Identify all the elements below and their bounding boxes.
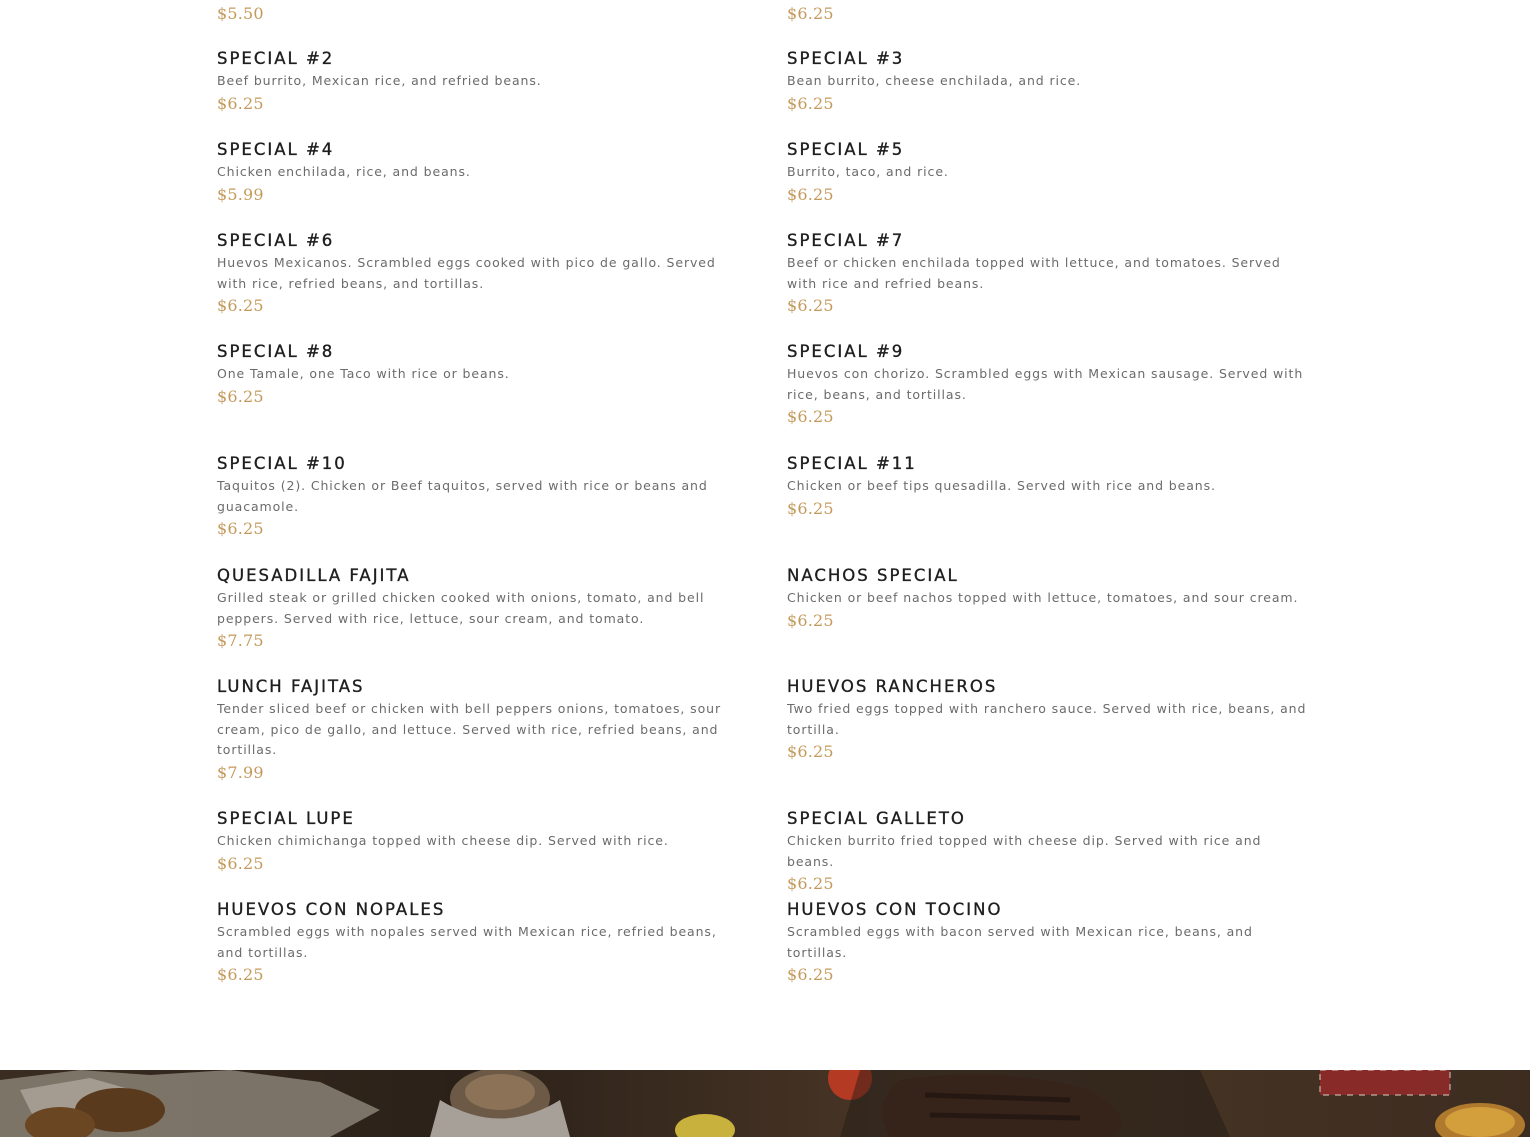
menu-item-name: SPECIAL #8 <box>217 342 335 361</box>
menu-item-description: Chicken or beef nachos topped with lettuce, tomatoes, and sour cream. <box>787 590 1299 605</box>
menu-item-price: $7.75 <box>217 631 264 650</box>
menu-item-name: SPECIAL #10 <box>217 454 347 473</box>
menu-item-price: $7.99 <box>217 762 264 782</box>
menu-item-name: SPECIAL #11 <box>787 454 917 473</box>
menu-item <box>787 139 1327 206</box>
menu-item-description: Chicken burrito fried topped with cheese dip. Served with rice and beans. <box>787 833 1262 869</box>
menu-item-description: Grilled steak or grilled chicken cooked with onions, tomato, and bell peppers. Served with rice, lettuce, sour cream, and tomato. <box>217 590 705 626</box>
menu-item-description: Tender sliced beef or chicken with bell peppers onions, tomatoes, sour cream, pico de gallo, and lettuce. Served with rice, refried beans, and tortillas. <box>217 701 721 757</box>
menu-item-name: SPECIAL #2 <box>217 49 335 68</box>
menu-item-price: $6.25 <box>787 184 834 204</box>
menu-item-price: $6.25 <box>217 386 264 406</box>
menu-item-price: $6.25 <box>217 93 264 113</box>
menu-item-price: $6.25 <box>787 610 834 630</box>
menu-item-price: $6.25 <box>217 519 264 538</box>
menu-item-price: $6.25 <box>217 853 264 873</box>
menu-item-price: $6.25 <box>217 296 264 315</box>
menu-item <box>217 230 757 317</box>
menu-item-name: QUESADILLA FAJITA <box>217 566 411 585</box>
menu-item <box>217 341 757 408</box>
menu-item-price: $6.25 <box>787 93 834 113</box>
menu-item-name: HUEVOS CON NOPALES <box>217 900 446 919</box>
menu-item <box>787 676 1327 763</box>
menu-item-name: SPECIAL LUPE <box>217 809 355 828</box>
menu-item-price: $6.25 <box>787 742 834 761</box>
menu-item-description: Chicken chimichanga topped with cheese dip. Served with rice. <box>217 833 669 848</box>
menu-item <box>787 565 1327 632</box>
menu-item <box>217 453 757 540</box>
food-photo-image <box>0 1070 1530 1137</box>
menu-item-description: Huevos Mexicanos. Scrambled eggs cooked with pico de gallo. Served with rice, refried beans, and tortillas. <box>217 255 716 291</box>
menu-item <box>787 230 1327 317</box>
menu-item-description: Two fried eggs topped with ranchero sauce. Served with rice, beans, and tortilla. <box>787 701 1307 737</box>
menu-item-description: Scrambled eggs with bacon served with Mexican rice, beans, and tortillas. <box>787 924 1253 960</box>
menu-item <box>787 341 1327 428</box>
menu-item-description: Chicken enchilada, rice, and beans. <box>217 164 471 179</box>
menu-item <box>787 48 1327 115</box>
menu-item-description: Scrambled eggs with nopales served with Mexican rice, refried beans, and tortillas. <box>217 924 717 960</box>
menu-item-description: Taquitos (2). Chicken or Beef taquitos, served with rice or beans and guacamole. <box>217 478 708 514</box>
menu-item <box>787 899 1327 986</box>
menu-item-name: HUEVOS RANCHEROS <box>787 677 998 696</box>
menu-item <box>217 139 757 206</box>
menu-item-name: SPECIAL GALLETO <box>787 809 966 828</box>
menu-item <box>217 676 757 784</box>
menu-item <box>217 48 757 115</box>
menu-item-name: SPECIAL #4 <box>217 140 335 159</box>
menu-item-description: Chicken or beef tips quesadilla. Served with rice and beans. <box>787 478 1216 493</box>
menu-item-price: $5.50 <box>217 4 264 23</box>
menu-item-name: LUNCH FAJITAS <box>217 677 365 696</box>
menu-item <box>217 565 757 652</box>
menu-item-name: SPECIAL #3 <box>787 49 905 68</box>
menu-item-name: HUEVOS CON TOCINO <box>787 900 1003 919</box>
menu-item-price: $6.25 <box>787 874 834 893</box>
menu-item <box>787 808 1327 895</box>
menu-item-name: SPECIAL #9 <box>787 342 905 361</box>
food-photo-banner <box>0 1070 1530 1137</box>
menu-item-description: One Tamale, one Taco with rice or beans. <box>217 366 510 381</box>
menu-item-price: $6.25 <box>787 296 834 315</box>
menu-item-price: $5.99 <box>217 184 264 204</box>
menu-item-description: Huevos con chorizo. Scrambled eggs with Mexican sausage. Served with rice, beans, and tortillas. <box>787 366 1304 402</box>
menu-item-name: NACHOS SPECIAL <box>787 566 959 585</box>
menu-item-description: Beef or chicken enchilada topped with lettuce, and tomatoes. Served with rice and refried beans. <box>787 255 1281 291</box>
menu-item-price: $6.25 <box>787 4 834 23</box>
menu-item-name: SPECIAL #5 <box>787 140 905 159</box>
menu-item-price: $6.25 <box>787 407 834 426</box>
menu-item <box>787 453 1327 520</box>
menu-item-description: Beef burrito, Mexican rice, and refried beans. <box>217 73 542 88</box>
menu-item <box>217 808 757 875</box>
menu-item-price: $6.25 <box>787 498 834 518</box>
menu-item-description: Bean burrito, cheese enchilada, and rice. <box>787 73 1082 88</box>
menu-item-price: $6.25 <box>217 965 264 984</box>
menu-item-price: $6.25 <box>787 965 834 984</box>
menu-item-description: Burrito, taco, and rice. <box>787 164 949 179</box>
menu-item <box>217 899 757 986</box>
menu-item-name: SPECIAL #6 <box>217 231 335 250</box>
menu-item-name: SPECIAL #7 <box>787 231 905 250</box>
